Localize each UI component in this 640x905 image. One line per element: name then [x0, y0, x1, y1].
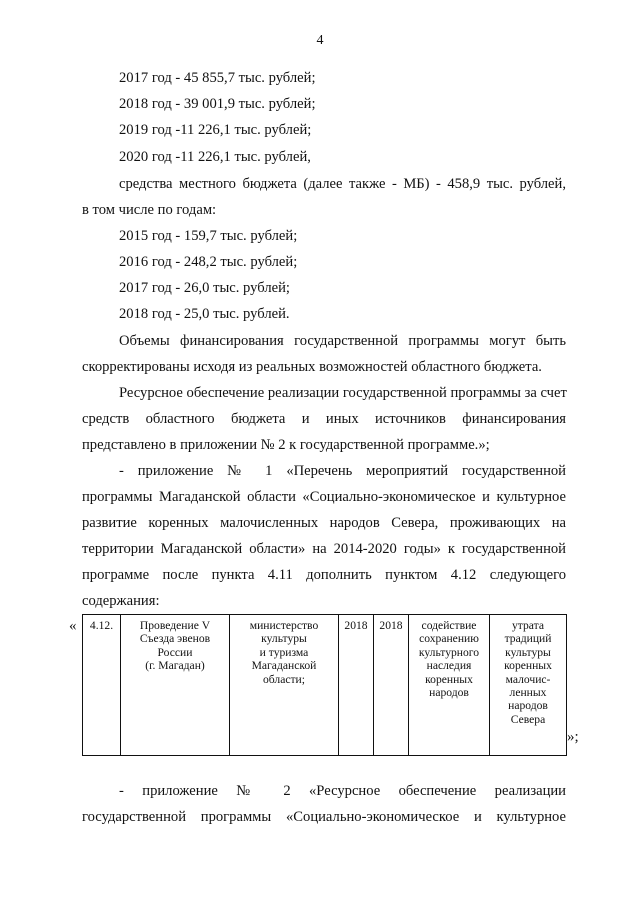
volumes-paragraph-line-1: Объемы финансирования государственной программы могут быть	[119, 333, 566, 349]
appendix2-paragraph-line-1: - приложение № 2 «Ресурсное обеспечение реализации	[119, 783, 566, 799]
mb-total-line: средства местного бюджета (далее также - МБ) - 458,9 тыс. рублей,	[119, 176, 566, 192]
closing-quote: »;	[567, 729, 579, 745]
appendix1-paragraph-line-4: территории Магаданской области» на 2014-2020 годы» к государственной	[82, 541, 566, 557]
start-year-cell: 2018	[339, 615, 374, 756]
mb-2017-line: 2017 год - 26,0 тыс. рублей;	[119, 280, 290, 296]
appendix1-paragraph-line-2: программы Магаданской области «Социально-экономическое и культурное	[82, 489, 566, 505]
appendix1-paragraph-line-1: - приложение № 1 «Перечень мероприятий государственной	[119, 463, 566, 479]
ob-2020-line: 2020 год -11 226,1 тыс. рублей,	[119, 149, 311, 165]
end-year-cell: 2018	[374, 615, 409, 756]
resource-paragraph-line-3: представлено в приложении № 2 к государственной программе.»;	[82, 437, 490, 453]
mb-2016-line: 2016 год - 248,2 тыс. рублей;	[119, 254, 298, 270]
event-name-cell: Проведение V Съезда эвенов России (г. Магадан)	[121, 615, 230, 756]
measures-table	[82, 614, 567, 756]
mb-2018-line: 2018 год - 25,0 тыс. рублей.	[119, 306, 290, 322]
table-row	[83, 615, 567, 756]
appendix1-paragraph-line-6: содержания:	[82, 593, 160, 609]
risk-cell: утрата традиций культуры коренных малочис- ленных народов Севера	[490, 615, 567, 756]
appendix1-paragraph-line-5: программе после пункта 4.11 дополнить пунктом 4.12 следующего	[82, 567, 566, 583]
expected-result-cell: содействие сохранению культурного наследия коренных народов	[409, 615, 490, 756]
resource-paragraph-line-2: средств областного бюджета и иных источников финансирования	[82, 411, 566, 427]
item-number-cell: 4.12.	[83, 615, 121, 756]
opening-quote: «	[69, 618, 77, 634]
ob-2019-line: 2019 год -11 226,1 тыс. рублей;	[119, 122, 312, 138]
executor-cell: министерство культуры и туризма Магаданской области;	[230, 615, 339, 756]
page-number: 4	[316, 33, 324, 48]
mb-2015-line: 2015 год - 159,7 тыс. рублей;	[119, 228, 298, 244]
resource-paragraph-line-1: Ресурсное обеспечение реализации государственной программы за счет	[119, 385, 567, 401]
ob-2018-line: 2018 год - 39 001,9 тыс. рублей;	[119, 96, 316, 112]
appendix1-paragraph-line-3: развитие коренных малочисленных народов Севера, проживающих на	[82, 515, 566, 531]
ob-2017-line: 2017 год - 45 855,7 тыс. рублей;	[119, 70, 316, 86]
mb-by-years-line: в том числе по годам:	[82, 202, 217, 218]
volumes-paragraph-line-2: скорректированы исходя из реальных возможностей областного бюджета.	[82, 359, 542, 375]
appendix2-paragraph-line-2: государственной программы «Социально-экономическое и культурное	[82, 809, 566, 825]
